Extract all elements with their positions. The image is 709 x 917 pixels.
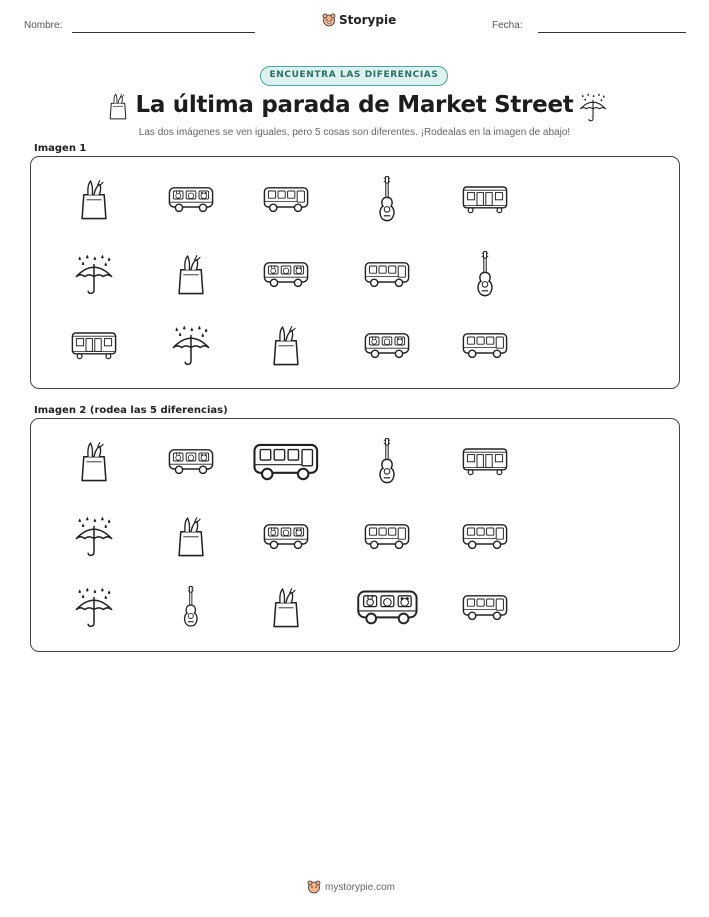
city-bus-icon[interactable]: [461, 591, 509, 623]
city-bus-icon[interactable]: [363, 520, 411, 552]
storypie-mascot-icon: [307, 880, 321, 894]
image2-label: Imagen 2 (rodea las 5 diferencias): [34, 405, 228, 416]
animal-bus-icon[interactable]: [355, 585, 420, 628]
grocery-bag-icon: [269, 323, 303, 367]
umbrella-icon: [578, 92, 608, 122]
grocery-bag-icon: [77, 177, 111, 221]
animal-bus-icon: [363, 329, 411, 361]
date-field-line[interactable]: [538, 32, 686, 33]
footer-url[interactable]: mystorypie.com: [325, 881, 396, 893]
animal-bus-icon: [262, 258, 310, 290]
grocery-bag-icon: [174, 252, 208, 296]
brand-logo: [322, 13, 396, 27]
animal-bus-icon[interactable]: [262, 520, 310, 552]
city-bus-icon[interactable]: [251, 438, 321, 484]
guitar-icon: [375, 175, 399, 223]
image1-label: Imagen 1: [34, 143, 87, 154]
umbrella-icon: [170, 324, 212, 366]
guitar-icon: [473, 250, 497, 298]
activity-badge: ENCUENTRA LAS DIFERENCIAS: [260, 66, 448, 86]
umbrella-icon[interactable]: [73, 586, 115, 628]
storypie-mascot-icon: [322, 13, 336, 27]
guitar-icon[interactable]: [180, 585, 202, 628]
train-icon[interactable]: [461, 445, 509, 477]
animal-bus-icon: [167, 183, 215, 215]
city-bus-icon: [461, 329, 509, 361]
footer: [307, 880, 395, 894]
grocery-bag-icon[interactable]: [269, 585, 303, 629]
name-field-line[interactable]: [72, 32, 255, 33]
grocery-bag-icon[interactable]: [77, 439, 111, 483]
instructions: Las dos imágenes se ven iguales, pero 5 cosas son diferentes. ¡Rodealas en la imagen de abajo!: [138, 127, 571, 138]
date-label: Fecha:: [492, 20, 523, 31]
name-label: Nombre:: [24, 20, 63, 31]
city-bus-icon[interactable]: [461, 520, 509, 552]
umbrella-icon[interactable]: [73, 515, 115, 557]
umbrella-icon: [73, 253, 115, 295]
brand-name: Storypie: [339, 13, 397, 27]
image2-panel[interactable]: [30, 418, 680, 652]
page-title: La última parada de Market Street: [135, 92, 574, 118]
city-bus-icon: [262, 183, 310, 215]
guitar-icon[interactable]: [375, 437, 399, 485]
animal-bus-icon[interactable]: [167, 445, 215, 477]
train-icon: [70, 329, 118, 361]
city-bus-icon: [363, 258, 411, 290]
image1-panel: [30, 156, 680, 389]
train-icon: [461, 183, 509, 215]
grocery-bag-icon[interactable]: [174, 514, 208, 558]
